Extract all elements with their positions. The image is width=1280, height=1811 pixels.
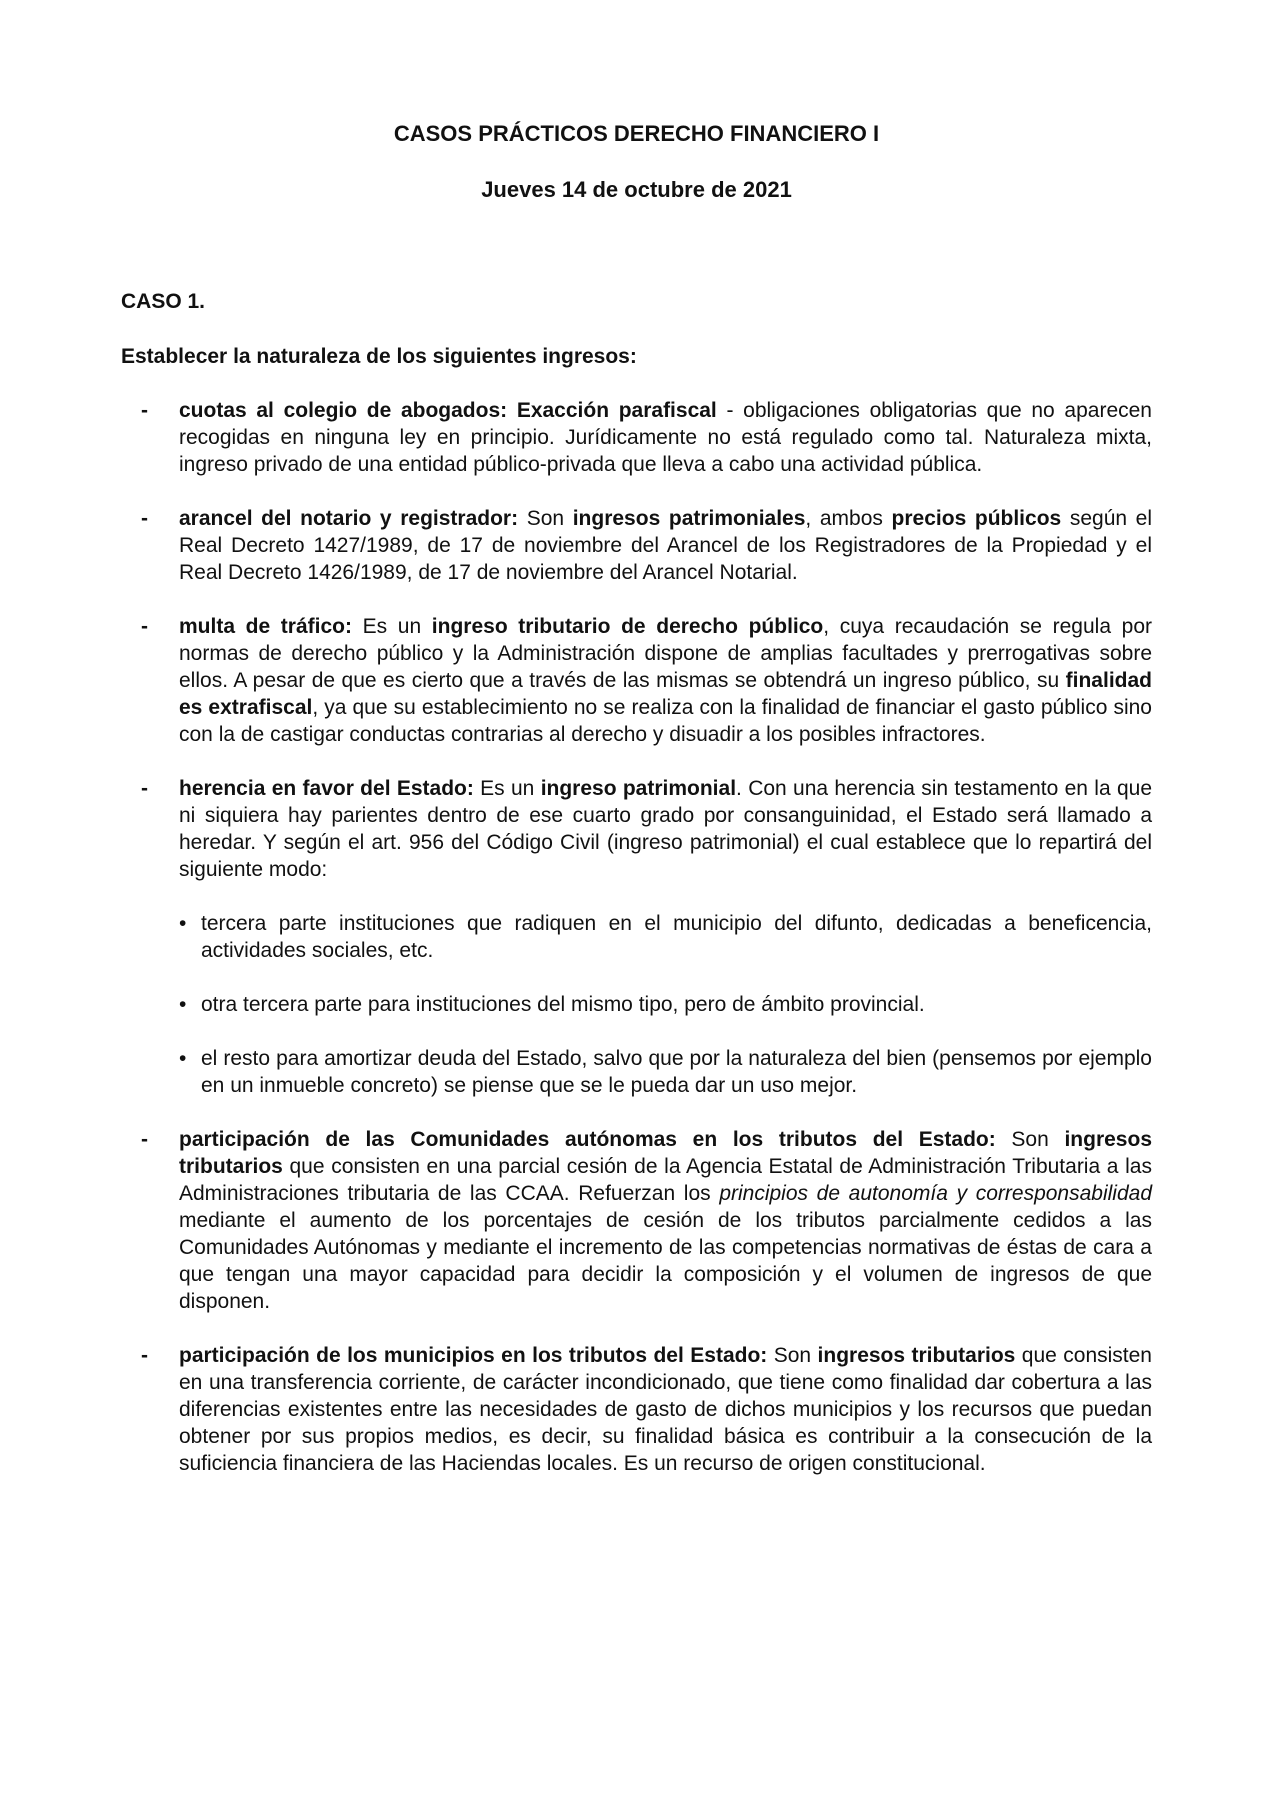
bullet-marker: • bbox=[179, 993, 187, 1016]
item-term: participación de los municipios en los tributos del Estado: bbox=[179, 1344, 768, 1367]
bullet-marker: • bbox=[179, 1047, 187, 1070]
item-text: , cuya recaudación se regula por normas de derecho público y la Administración dispone de amplias facultades y prerrogativas sobre ellos. A pesar de que es cierto que a través de las mismas se obtendrá un ingreso público, su bbox=[179, 615, 1152, 692]
sub-item-text: otra tercera parte para instituciones del mismo tipo, pero de ámbito provincial. bbox=[201, 993, 925, 1016]
item-text: . Con una herencia sin testamento en la que ni siquiera hay parientes dentro de ese cuarto grado por consanguinidad, el Estado será llamado a heredar. Y según el art. 956 del Código Civil (ingreso patrimonial) el cual establece que lo repartirá del siguiente modo: bbox=[179, 777, 1153, 881]
document-title: CASOS PRÁCTICOS DERECHO FINANCIERO I bbox=[393, 121, 880, 146]
item-bold: ingreso tributario de derecho público bbox=[431, 615, 824, 638]
item-text: , ambos bbox=[805, 507, 892, 530]
item-term: herencia en favor del Estado: bbox=[179, 777, 474, 800]
list-item-municipios bbox=[141, 1342, 1152, 1477]
document-date: Jueves 14 de octubre de 2021 bbox=[481, 177, 792, 202]
item-text: Es un bbox=[351, 615, 432, 638]
item-term: arancel del notario y registrador: bbox=[179, 507, 519, 530]
dash-marker: - bbox=[141, 1128, 148, 1151]
item-text: mediante el aumento de los porcentajes de cesión de los tributos parcialmente cedidos a las Comunidades Autónomas y mediante el incremento de las competencias normativas de éstas de cara a que tengan una mayor capacidad para decidir la composición y el volumen de ingresos de que disponen. bbox=[179, 1209, 1152, 1313]
bullet-marker: • bbox=[179, 912, 187, 935]
sub-list-item bbox=[179, 1045, 1152, 1099]
item-term: cuotas al colegio de abogados: bbox=[179, 399, 508, 422]
item-text: Es un bbox=[473, 777, 541, 800]
item-term: participación de las Comunidades autónomas en los tributos del Estado: bbox=[179, 1128, 996, 1151]
dash-marker: - bbox=[141, 1344, 148, 1367]
dash-marker: - bbox=[141, 615, 148, 638]
item-text: que consisten en una transferencia corriente, de carácter incondicionado, que tiene como finalidad dar cobertura a las diferencias existentes entre las necesidades de gasto de dichos municipios y los recursos que puedan obtener por sus propios medios, es decir, su finalidad básica es contribuir a la consecución de la suficiencia financiera de las Haciendas locales. Es un recurso de origen constitucional. bbox=[179, 1344, 1152, 1475]
sub-list-item bbox=[179, 910, 1152, 964]
item-bold: finalidad es extrafiscal bbox=[179, 669, 1152, 719]
list-item-multa-trafico bbox=[141, 613, 1152, 748]
case-intro: Establecer la naturaleza de los siguientes ingresos: bbox=[121, 345, 637, 368]
item-bold: ingresos tributarios bbox=[817, 1344, 1016, 1367]
item-text: , ya que su establecimiento no se realiza con la finalidad de financiar el gasto público sino con la de castigar conductas contrarias al derecho y disuadir a los posibles infractores. bbox=[179, 696, 1152, 746]
item-text: - obligaciones obligatorias que no aparecen recogidas en ninguna ley en principio. Jurídicamente no está regulado como tal. Naturaleza mixta, ingreso privado de una entidad público-privada que lleva a cabo una actividad pública. bbox=[179, 399, 1152, 476]
item-text: Son bbox=[995, 1128, 1065, 1151]
sub-item-text: tercera parte instituciones que radiquen en el municipio del difunto, dedicadas a beneficencia, actividades sociales, etc. bbox=[201, 912, 1152, 962]
list-item-arancel bbox=[141, 505, 1152, 586]
list-item-colegio-abogados bbox=[141, 397, 1152, 478]
item-text: según el Real Decreto 1427/1989, de 17 de noviembre del Arancel de los Registradores de la Propiedad y el Real Decreto 1426/1989, de 17 de noviembre del Arancel Notarial. bbox=[179, 507, 1153, 584]
item-type: Exacción parafiscal bbox=[516, 399, 717, 422]
dash-marker: - bbox=[141, 399, 148, 422]
item-text: Son bbox=[518, 507, 573, 530]
item-bold: ingresos patrimoniales bbox=[572, 507, 806, 530]
item-bold: precios públicos bbox=[891, 507, 1062, 530]
list-item-ccaa bbox=[141, 1126, 1152, 1315]
dash-marker: - bbox=[141, 507, 148, 530]
item-italic: principios de autonomía y corresponsabilidad bbox=[719, 1182, 1153, 1205]
sub-list-item bbox=[179, 991, 1152, 1018]
item-text: Son bbox=[767, 1344, 818, 1367]
herencia-distribution-list bbox=[179, 910, 1152, 1099]
list-item-herencia bbox=[141, 775, 1152, 1099]
case-heading: CASO 1. bbox=[121, 290, 206, 313]
dash-marker: - bbox=[141, 777, 148, 800]
item-bold: ingresos tributarios bbox=[179, 1128, 1152, 1178]
item-bold: ingreso patrimonial bbox=[540, 777, 737, 800]
sub-item-text: el resto para amortizar deuda del Estado, salvo que por la naturaleza del bien (pensemos por ejemplo en un inmueble concreto) se piense que se le pueda dar un uso mejor. bbox=[201, 1047, 1152, 1097]
income-list bbox=[121, 397, 1152, 1477]
item-term: multa de tráfico: bbox=[179, 615, 352, 638]
item-text: que consisten en una parcial cesión de la Agencia Estatal de Administración Tributaria a las Administraciones tributaria de las CCAA. Refuerzan los bbox=[179, 1155, 1152, 1205]
